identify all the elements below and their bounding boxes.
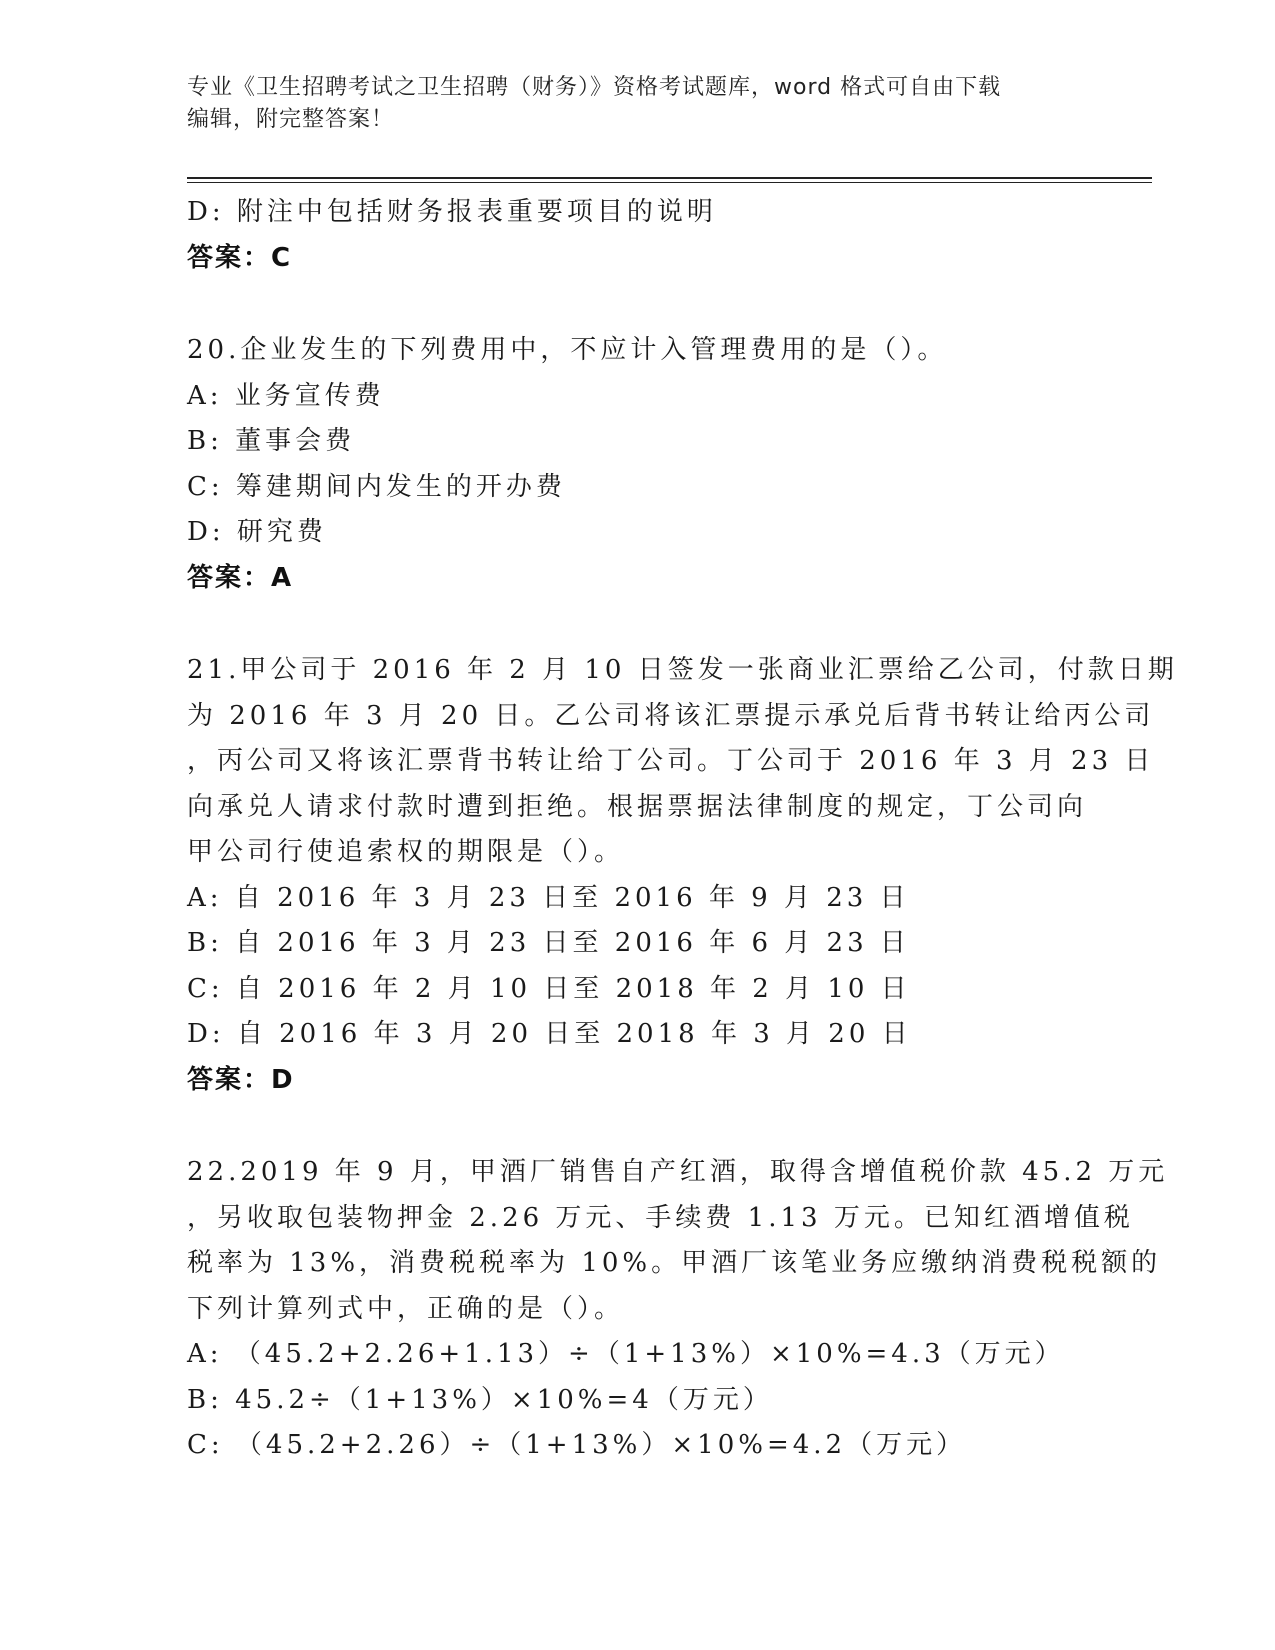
question-22	[187, 1150, 1169, 1469]
header-title-line-2: 编辑，附完整答案！	[187, 107, 395, 132]
option-b: B: 自 2016 年 3 月 23 日至 2016 年 6 月 23 日	[187, 928, 910, 958]
question-stem-line: 甲公司行使追索权的期限是（）。	[187, 837, 625, 867]
document-header	[187, 72, 1067, 136]
spacer	[187, 601, 1087, 648]
option-a: A: （45.2+2.26+1.13）÷（1+13%）×10%=4.3（万元）	[187, 1339, 1065, 1369]
option-d: D: 自 2016 年 3 月 20 日至 2018 年 3 月 20 日	[187, 1019, 912, 1049]
question-stem-line: ，另收取包装物押金 2.26 万元、手续费 1.13 万元。已知红酒增值税	[187, 1202, 1134, 1233]
question-stem: 20.企业发生的下列费用中，不应计入管理费用的是（）。	[187, 335, 948, 365]
question-stem-line: 21.甲公司于 2016 年 2 月 10 日签发一张商业汇票给乙公司，付款日期	[187, 655, 1178, 685]
answer-label: 答案：C	[187, 242, 293, 273]
option-d: D: 附注中包括财务报表重要项目的说明	[187, 197, 717, 227]
question-stem-line: 向承兑人请求付款时遭到拒绝。根据票据法律制度的规定，丁公司向	[187, 791, 1088, 822]
option-a: A: 业务宣传费	[187, 380, 385, 411]
option-c: C: 自 2016 年 2 月 10 日至 2018 年 2 月 10 日	[187, 973, 911, 1004]
option-c: C: 筹建期间内发生的开办费	[187, 471, 566, 502]
header-divider-thick	[187, 177, 1152, 179]
option-d: D: 研究费	[187, 517, 327, 547]
question-21	[187, 648, 1178, 1103]
header-divider-thin	[187, 182, 1152, 183]
spacer	[187, 281, 1087, 328]
spacer	[187, 1103, 1087, 1150]
option-b: B: 董事会费	[187, 426, 356, 456]
question-stem-line: 税率为 13%，消费税税率为 10%。甲酒厂该笔业务应缴纳消费税税额的	[187, 1248, 1162, 1278]
question-list	[187, 190, 1178, 1469]
question-stem-line: ，丙公司又将该汇票背书转让给丁公司。丁公司于 2016 年 3 月 23 日	[187, 746, 1155, 776]
header-title-line-1: 专业《卫生招聘考试之卫生招聘（财务）》资格考试题库，word 格式可自由下载	[187, 75, 1002, 100]
question-19	[187, 190, 1087, 281]
question-stem-line: 22.2019 年 9 月，甲酒厂销售自产红酒，取得含增值税价款 45.2 万元	[187, 1157, 1169, 1187]
option-b: B: 45.2÷（1+13%）×10%=4（万元）	[187, 1384, 773, 1415]
question-20	[187, 328, 1087, 601]
question-stem-line: 下列计算列式中，正确的是（）。	[187, 1293, 625, 1324]
question-stem-line: 为 2016 年 3 月 20 日。乙公司将该汇票提示承兑后背书转让给丙公司	[187, 700, 1155, 731]
option-c: C: （45.2+2.26）÷（1+13%）×10%=4.2（万元）	[187, 1430, 967, 1460]
answer-label: 答案：D	[187, 1064, 295, 1095]
option-a: A: 自 2016 年 3 月 23 日至 2016 年 9 月 23 日	[187, 882, 910, 913]
answer-label: 答案：A	[187, 562, 294, 593]
